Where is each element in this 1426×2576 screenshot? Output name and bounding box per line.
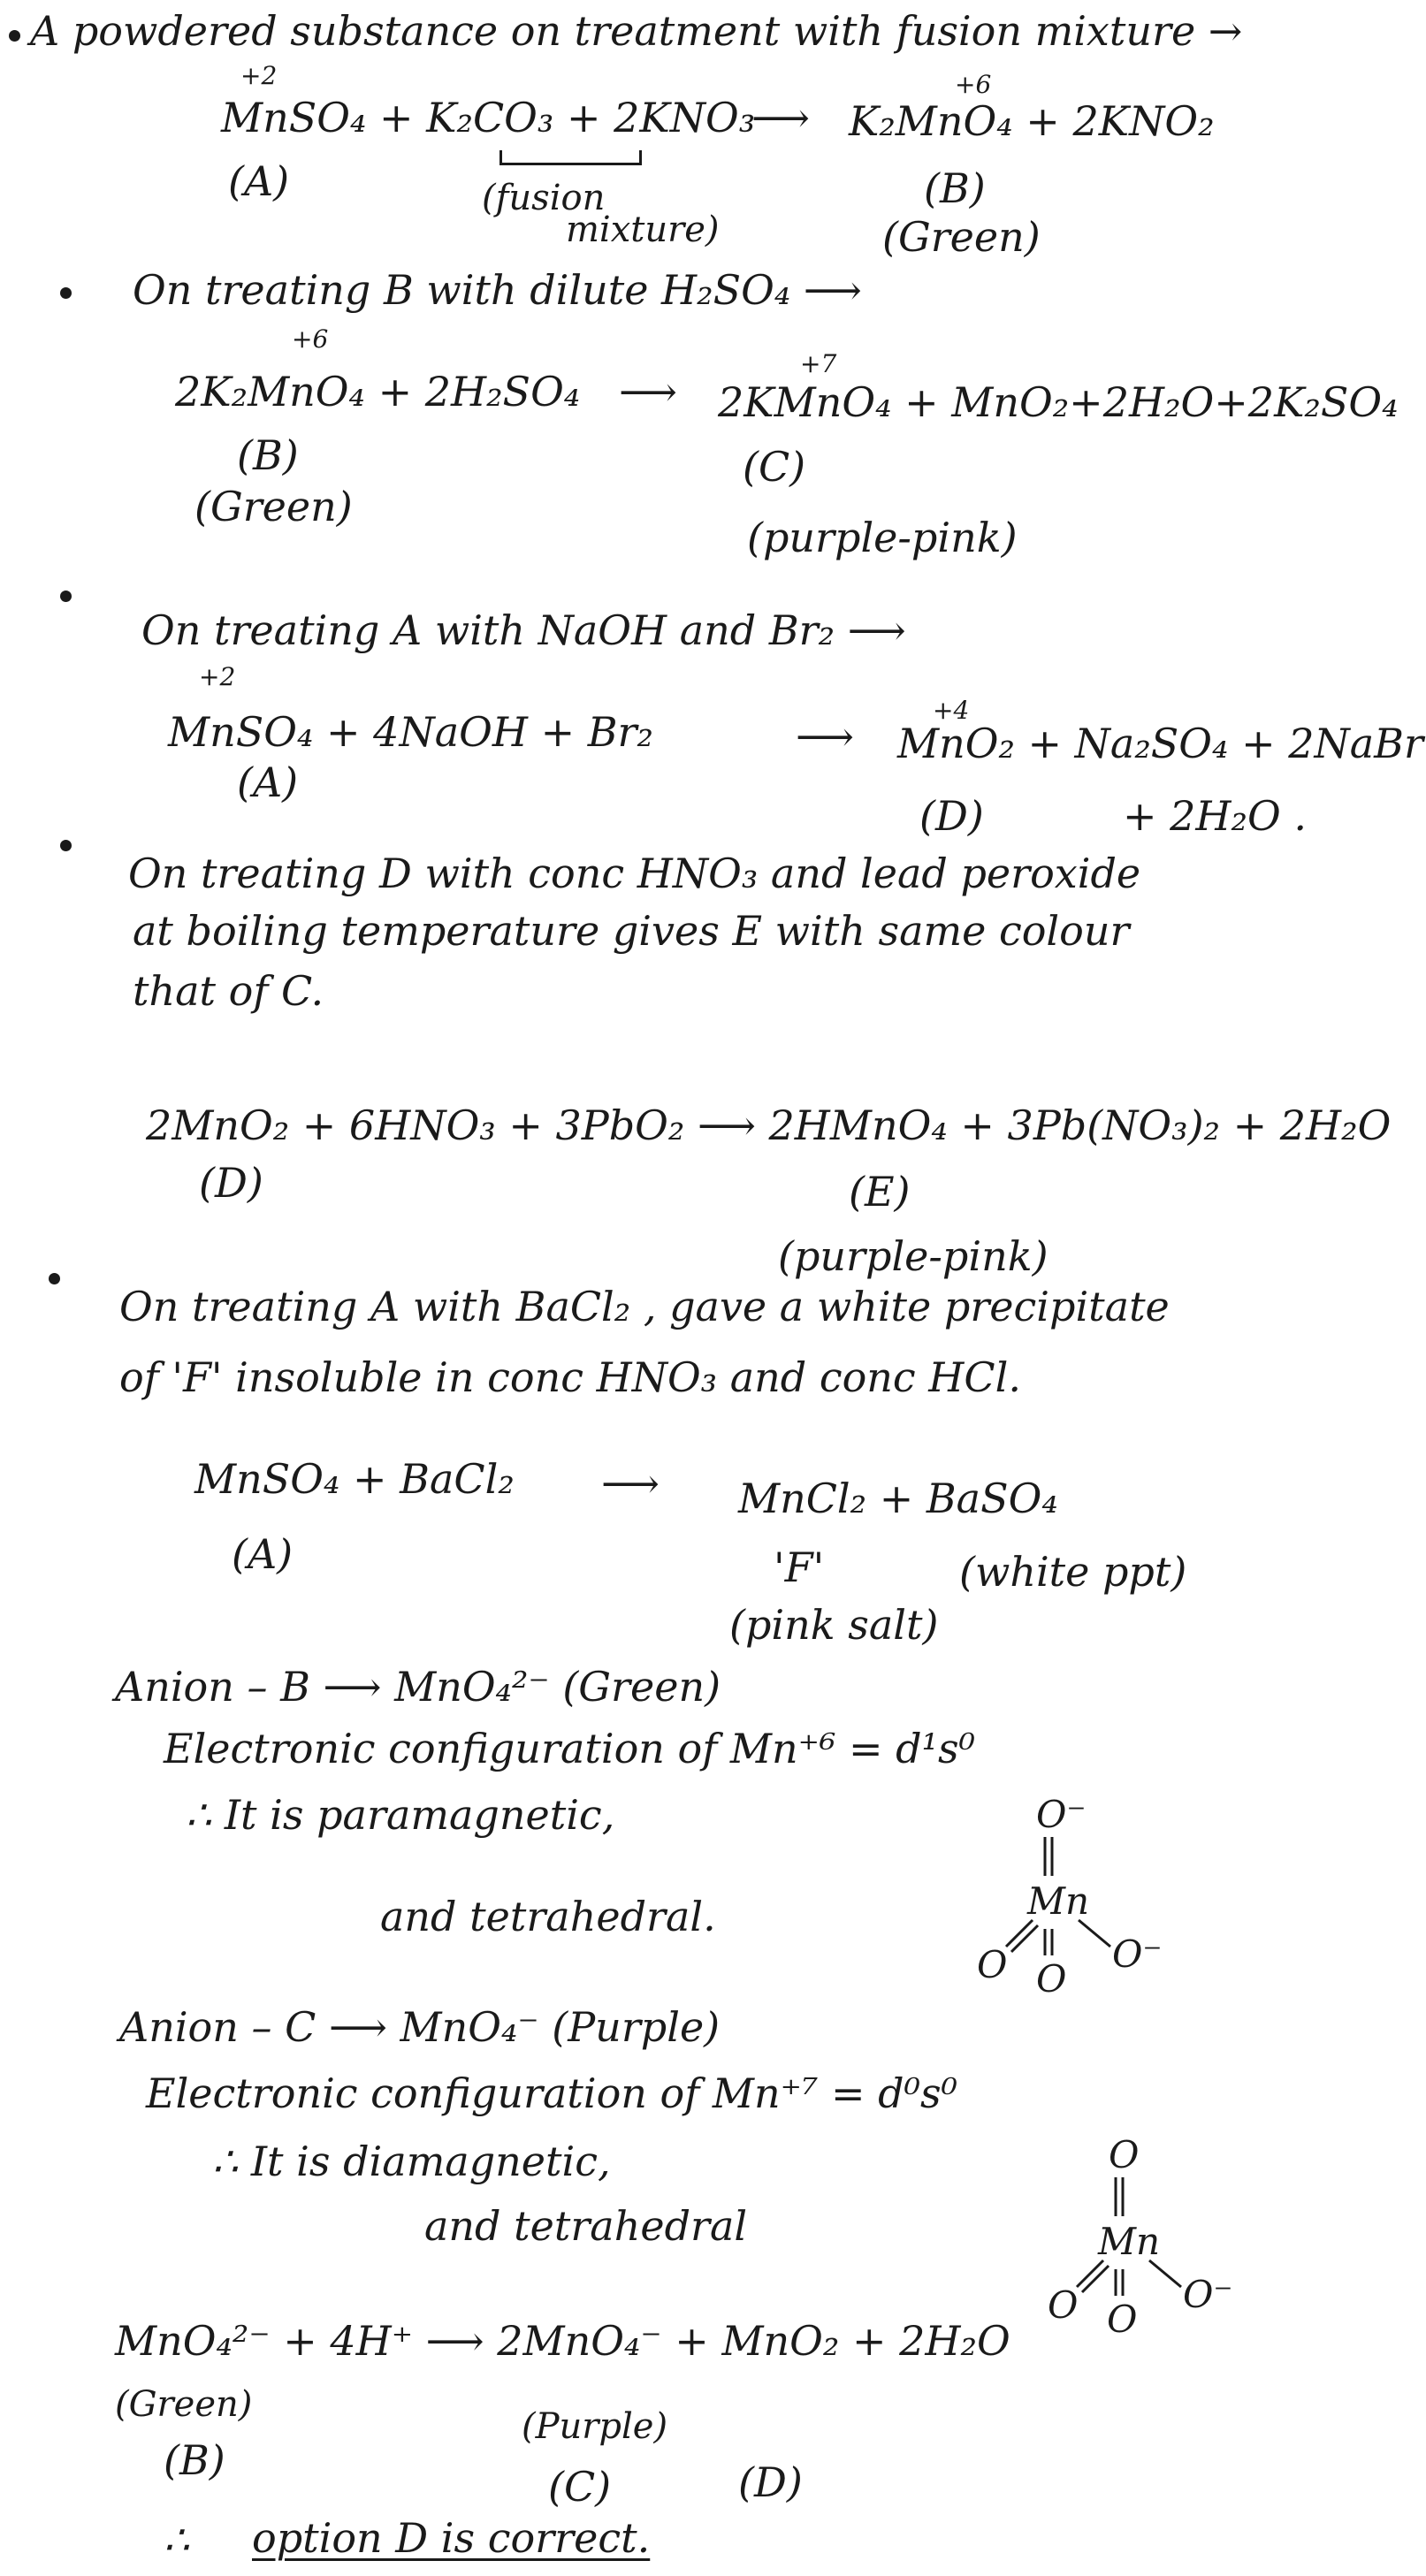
section4-line2: at boiling temperature gives E with same colour <box>133 907 1130 955</box>
eq4: 2MnO₂ + 6HNO₃ + 3PbO₂ ⟶ 2HMnO₄ + 3Pb(NO₃)₂ + 2H₂O <box>146 1101 1392 1149</box>
label-d: (D) <box>919 792 984 840</box>
eq1-left: MnSO₄ + K₂CO₃ + 2KNO₃ <box>221 94 756 141</box>
conclusion-text: option D is correct. <box>252 2514 651 2562</box>
eq5-right: MnCl₂ + BaSO₄ <box>738 1475 1058 1522</box>
mno4-2minus-structure <box>955 1795 1167 2007</box>
label-c-colour: (purple-pink) <box>747 514 1018 561</box>
eq3-arrow: ⟶ <box>796 713 854 760</box>
bullet-4 <box>60 840 72 851</box>
o-right: O⁻ <box>1112 1932 1163 1976</box>
label-b2: (B) <box>237 431 299 479</box>
eq8: MnO₄²⁻ + 4H⁺ ⟶ 2MnO₄⁻ + MnO₂ + 2H₂O <box>115 2317 1010 2365</box>
section7-line1: Anion – C ⟶ MnO₄⁻ (Purple) <box>119 2003 721 2051</box>
label-b: (B) <box>924 164 986 212</box>
o-top-2: O <box>1109 2133 1140 2176</box>
o-left-2: O <box>1048 2283 1079 2327</box>
section4-line1: On treating D with conc HNO₃ and lead peroxide <box>128 850 1141 897</box>
label-a: (A) <box>228 157 290 205</box>
eq3-right-line2: + 2H₂O . <box>1123 792 1307 840</box>
label-a5: (A) <box>232 1530 294 1578</box>
eq3-left: MnSO₄ + 4NaOH + Br₂ <box>168 708 653 756</box>
bullet-1 <box>9 30 20 42</box>
eq2-right: 2KMnO₄ + MnO₂+2H₂O+2K₂SO₄ <box>718 378 1399 426</box>
bullet-5 <box>49 1273 60 1284</box>
label-b-colour: (Green) <box>882 213 1041 261</box>
bullet-3 <box>60 591 72 602</box>
o-bottom-2: O <box>1107 2298 1138 2341</box>
label-d8: (D) <box>738 2458 803 2506</box>
eq3-right: MnO₂ + Na₂SO₄ + 2NaBr <box>897 720 1423 767</box>
eq5-left: MnSO₄ + BaCl₂ <box>194 1455 515 1503</box>
mn-atom: Mn <box>1027 1879 1090 1923</box>
section6-line3: ∴ It is paramagnetic, <box>186 1791 615 1839</box>
mno4-minus-structure <box>1026 2135 1238 2347</box>
label-b8: (B) <box>164 2436 225 2484</box>
label-e: (E) <box>849 1168 911 1216</box>
label-d4: (D) <box>199 1159 263 1207</box>
label-a3: (A) <box>237 758 299 806</box>
section6-line2: Electronic configuration of Mn⁺⁶ = d¹s⁰ <box>164 1725 976 1772</box>
oxidation-state-b: +6 <box>955 70 992 99</box>
section6-line4: and tetrahedral. <box>380 1893 716 1940</box>
eq2-left: 2K₂MnO₄ + 2H₂SO₄ <box>175 368 581 415</box>
section1-heading: A powdered substance on treatment with fusion mixture → <box>30 7 1243 55</box>
section7-line2: Electronic configuration of Mn⁺⁷ = d⁰s⁰ <box>146 2069 958 2117</box>
label-f: 'F' <box>774 1543 825 1591</box>
section6-line1: Anion – B ⟶ MnO₄²⁻ (Green) <box>115 1663 721 1711</box>
therefore-symbol: ∴ <box>164 2516 190 2564</box>
oxidation-state-c: +7 <box>800 349 837 378</box>
eq1-arrow: ⟶ <box>751 94 810 141</box>
label-c: (C) <box>743 443 806 491</box>
o-bottom: O <box>1036 1957 1067 2001</box>
fusion-bracket <box>499 150 642 165</box>
section7-line4: and tetrahedral <box>424 2202 748 2250</box>
bullet-2 <box>60 287 72 299</box>
mn-atom-2: Mn <box>1098 2220 1161 2263</box>
label-e-colour: (purple-pink) <box>778 1232 1049 1280</box>
label-pink-salt: (pink salt) <box>729 1601 939 1649</box>
eq1-right: K₂MnO₄ + 2KNO₂ <box>849 97 1215 145</box>
label-purple: (Purple) <box>522 2406 668 2447</box>
oxidation-state-a3: +2 <box>199 662 236 691</box>
oxidation-state-a: +2 <box>240 61 278 90</box>
section4-line3: that of C. <box>133 967 324 1015</box>
oxidation-state-d: +4 <box>933 696 970 725</box>
o-top: O⁻ <box>1036 1793 1087 1836</box>
fusion-label-2: mixture) <box>566 210 720 250</box>
fusion-label-1: (fusion <box>482 178 606 218</box>
eq2-arrow: ⟶ <box>619 368 677 415</box>
section7-line3: ∴ It is diamagnetic, <box>212 2138 611 2185</box>
section5-line1: On treating A with BaCl₂ , gave a white precipitate <box>119 1283 1170 1330</box>
oxidation-state-b2: +6 <box>292 324 329 354</box>
section2-heading: On treating B with dilute H₂SO₄ ⟶ <box>133 266 862 314</box>
label-c8: (C) <box>548 2463 612 2511</box>
o-left: O <box>977 1943 1008 1986</box>
section3-heading: On treating A with NaOH and Br₂ ⟶ <box>141 606 906 654</box>
label-b2-colour: (Green) <box>194 483 353 530</box>
eq5-arrow: ⟶ <box>601 1459 660 1507</box>
label-green: (Green) <box>115 2384 253 2425</box>
label-white-ppt: (white ppt) <box>959 1548 1187 1596</box>
o-right-2: O⁻ <box>1183 2273 1233 2316</box>
section5-line2: of 'F' insoluble in conc HNO₃ and conc HCl. <box>119 1353 1021 1401</box>
